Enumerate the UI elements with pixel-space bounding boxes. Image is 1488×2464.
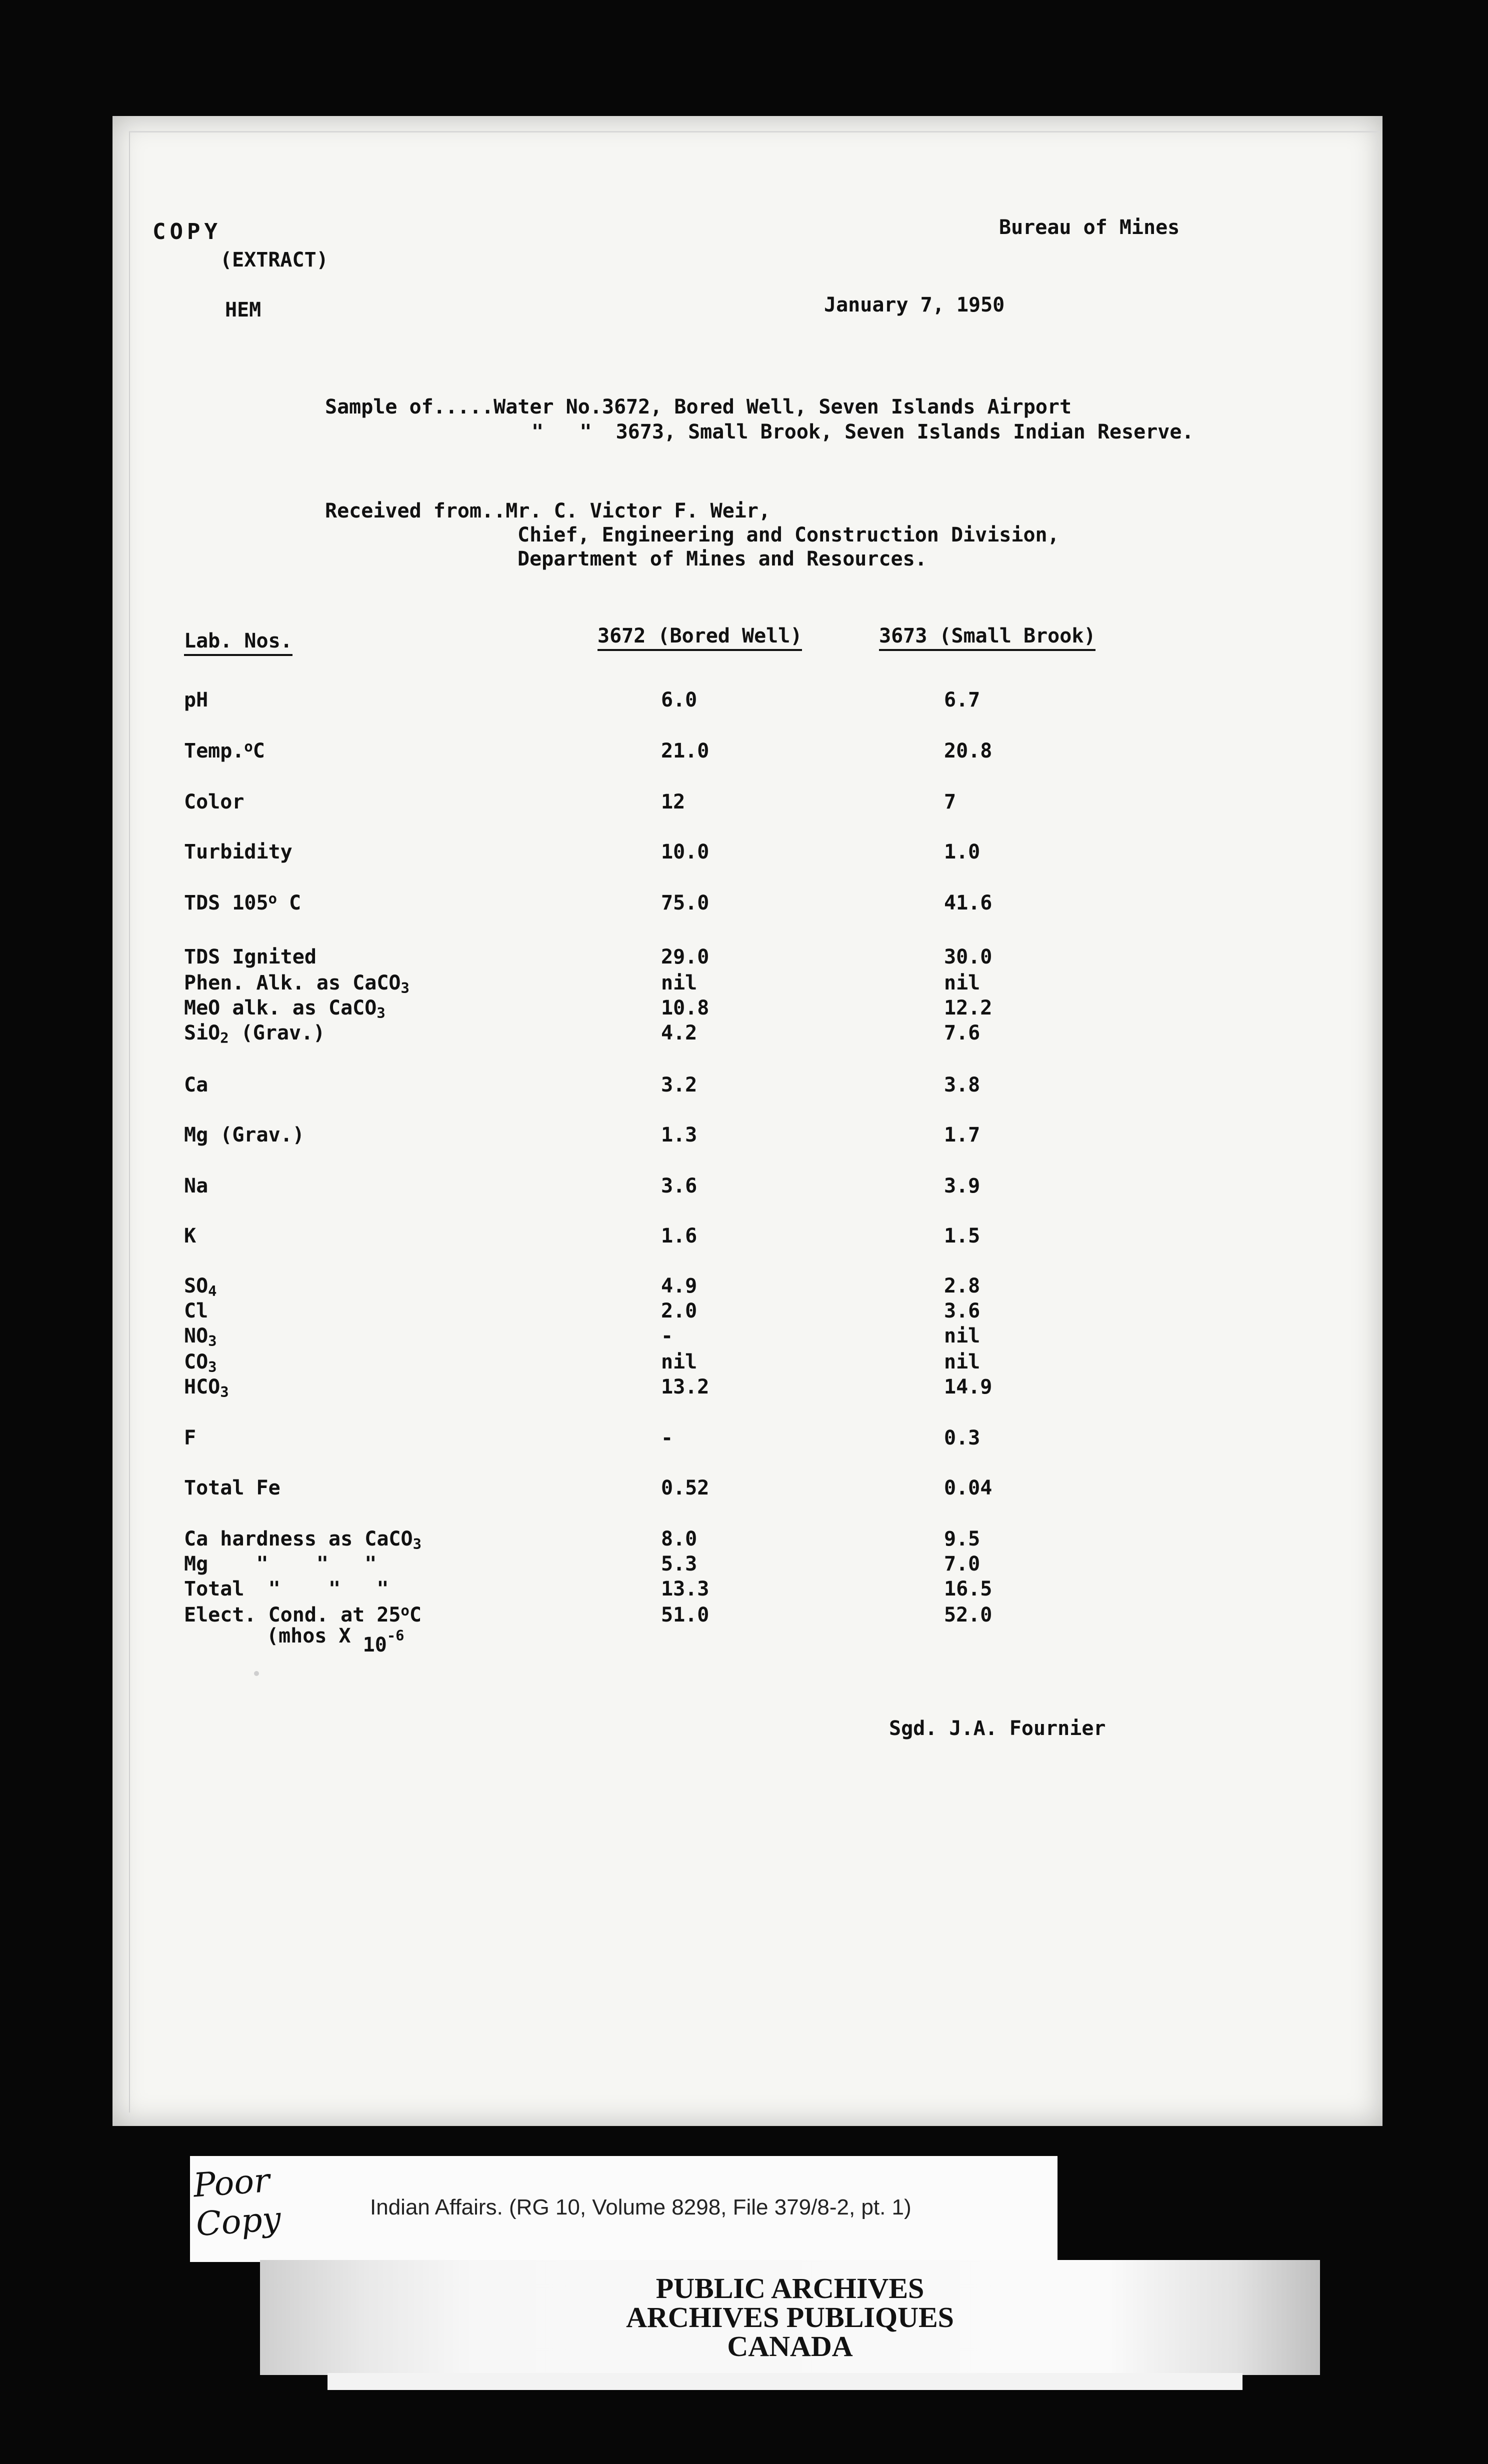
archives-line-3: CANADA [727, 2330, 853, 2362]
row-label [184, 690, 208, 710]
value-small-brook: 9.5 [944, 1528, 980, 1550]
row-label-text: TDS Ignited [184, 946, 316, 968]
row-label-suffix: C [409, 1604, 422, 1626]
row-label-text: SiO [184, 1022, 220, 1044]
sample-ditto: " " [532, 420, 592, 444]
row-label [184, 1478, 280, 1498]
row-label [184, 792, 244, 812]
initials: HEM [225, 298, 262, 322]
row-label [184, 1350, 217, 1376]
value-bored-well: 8.0 [661, 1528, 698, 1550]
row-label-text: Ca [184, 1074, 208, 1096]
sample-text-1: Water No.3672, Bored Well, Seven Islands Airport [494, 396, 1072, 418]
row-label [184, 890, 302, 914]
value-small-brook: 3.9 [944, 1174, 980, 1198]
row-label [184, 996, 386, 1022]
row-label-text: Mg (Grav.) [184, 1124, 304, 1146]
poor-copy-line-2: Copy [194, 2199, 282, 2244]
value-bored-well: 10.8 [661, 996, 710, 1020]
value-bored-well: 1.6 [661, 1224, 698, 1248]
row-label-text: SO [184, 1274, 208, 1298]
value-bored-well: 0.52 [661, 1476, 710, 1500]
row-label-text: Temp. [184, 740, 244, 762]
value-bored-well: 21.0 [661, 740, 710, 762]
received-label: Received from.. [325, 500, 506, 522]
sample-line-1 [325, 397, 1072, 417]
received-line-1 [325, 501, 770, 521]
row-label [184, 1554, 376, 1574]
row-label-superscript: o [268, 890, 277, 908]
received-line-2: Chief, Engineering and Construction Division, [518, 524, 1060, 546]
value-small-brook: 7.0 [944, 1552, 980, 1576]
row-label-suffix: C [252, 740, 265, 762]
units-base: 10 [362, 1634, 387, 1656]
value-bored-well: 2.0 [661, 1300, 698, 1322]
row-label-superscript: o [400, 1602, 410, 1620]
value-bored-well: 5.3 [661, 1552, 698, 1576]
row-label [184, 1602, 422, 1626]
document-sheet [112, 116, 1382, 2126]
row-label [184, 1274, 217, 1300]
value-small-brook: 12.2 [944, 996, 992, 1020]
value-bored-well: 51.0 [661, 1604, 710, 1626]
value-small-brook: 20.8 [944, 740, 992, 762]
units-exponent: -6 [386, 1627, 404, 1644]
poor-copy-note [192, 2156, 348, 2256]
value-bored-well: 3.2 [661, 1074, 698, 1096]
value-small-brook: 6.7 [944, 688, 980, 712]
row-label [184, 1022, 326, 1047]
received-line-3: Department of Mines and Resources. [518, 548, 927, 570]
row-label [184, 738, 265, 762]
row-label-text: Ca hardness as CaCO [184, 1528, 413, 1550]
row-label-text: F [184, 1426, 196, 1450]
value-bored-well: 6.0 [661, 688, 698, 712]
value-bored-well: - [661, 1324, 674, 1348]
value-bored-well: nil [661, 972, 698, 994]
value-small-brook: 30.0 [944, 946, 992, 968]
sample-label: Sample of..... [325, 396, 494, 418]
header-lab-nos: Lab. Nos. [184, 631, 292, 656]
row-label [184, 1428, 196, 1448]
extract-mark: (EXTRACT) [220, 248, 328, 272]
value-small-brook: 7.6 [944, 1022, 980, 1044]
sample-line-2 [532, 422, 1194, 442]
row-label-text: MeO alk. as CaCO [184, 996, 377, 1020]
value-bored-well: 1.3 [661, 1124, 698, 1146]
archives-line-1: PUBLIC ARCHIVES [656, 2272, 924, 2304]
row-label-text: Color [184, 790, 244, 814]
row-label-text: NO [184, 1324, 208, 1348]
row-label [184, 1324, 217, 1350]
units-prefix: (mhos X [266, 1624, 363, 1648]
row-label-subscript: 2 [220, 1030, 229, 1047]
value-small-brook: nil [944, 1324, 980, 1348]
value-small-brook: 3.8 [944, 1074, 980, 1096]
value-small-brook: 14.9 [944, 1376, 992, 1398]
value-small-brook: 7 [944, 790, 956, 814]
public-archives-stamp [260, 2260, 1320, 2375]
document-date: January 7, 1950 [824, 294, 1005, 316]
signature: Sgd. J.A. Fournier [889, 1717, 1106, 1740]
value-bored-well: 4.9 [661, 1274, 698, 1298]
row-label [184, 1176, 208, 1196]
row-label [184, 1376, 229, 1401]
row-label-subscript: 3 [400, 980, 410, 997]
row-label-text: K [184, 1224, 196, 1248]
row-label-subscript: 3 [208, 1358, 217, 1376]
row-label [184, 1226, 196, 1246]
value-small-brook: 16.5 [944, 1578, 992, 1600]
sample-text-2: 3673, Small Brook, Seven Islands Indian Reserve. [616, 420, 1194, 444]
row-label [184, 972, 410, 997]
value-small-brook: 1.5 [944, 1224, 980, 1248]
row-label-subscript: 3 [220, 1384, 229, 1401]
value-bored-well: 4.2 [661, 1022, 698, 1044]
row-label-text: Elect. Cond. at 25 [184, 1604, 401, 1626]
value-small-brook: 0.3 [944, 1426, 980, 1450]
row-label-text: CO [184, 1350, 208, 1374]
value-small-brook: nil [944, 972, 980, 994]
value-bored-well: 3.6 [661, 1174, 698, 1198]
conductivity-units [266, 1624, 404, 1656]
value-bored-well: 13.2 [661, 1376, 710, 1398]
value-bored-well: - [661, 1426, 674, 1450]
value-bored-well: 12 [661, 790, 686, 814]
row-label [184, 842, 292, 862]
value-small-brook: 41.6 [944, 892, 992, 914]
row-label-text: Turbidity [184, 840, 292, 864]
archive-reference: Indian Affairs. (RG 10, Volume 8298, File 379/8-2, pt. 1) [370, 2195, 912, 2220]
row-label-text: Phen. Alk. as CaCO [184, 972, 401, 994]
stamp-base-strip [328, 2373, 1242, 2390]
archives-line-2: ARCHIVES PUBLIQUES [626, 2301, 954, 2334]
row-label-suffix: (Grav.) [228, 1022, 326, 1044]
row-label [184, 1579, 388, 1599]
value-bored-well: 29.0 [661, 946, 710, 968]
row-label [184, 1301, 208, 1321]
row-label [184, 1528, 422, 1553]
row-label-text: Total Fe [184, 1476, 280, 1500]
row-label [184, 1125, 304, 1145]
row-label-subscript: 3 [376, 1004, 386, 1022]
copy-mark: COPY [152, 219, 222, 244]
header-col-bored-well: 3672 (Bored Well) [598, 626, 802, 651]
row-label-text: Total " " " [184, 1578, 389, 1600]
row-label-text: pH [184, 688, 208, 712]
row-label [184, 947, 316, 967]
received-name: Mr. C. Victor F. Weir, [506, 500, 771, 522]
value-small-brook: 1.0 [944, 840, 980, 864]
row-label-subscript: 3 [208, 1332, 217, 1350]
value-small-brook: 52.0 [944, 1604, 992, 1626]
value-bored-well: 13.3 [661, 1578, 710, 1600]
value-small-brook: 2.8 [944, 1274, 980, 1298]
row-label-subscript: 4 [208, 1282, 217, 1300]
poor-copy-line-1: Poor [192, 2161, 271, 2205]
agency-name: Bureau of Mines [999, 216, 1180, 239]
row-label-suffix: C [276, 892, 302, 914]
value-small-brook: 0.04 [944, 1476, 992, 1500]
archive-label-card [190, 2156, 1058, 2262]
row-label-text: TDS 105 [184, 892, 268, 914]
header-col-small-brook: 3673 (Small Brook) [879, 626, 1096, 651]
value-bored-well: 75.0 [661, 892, 710, 914]
value-small-brook: nil [944, 1350, 980, 1374]
value-bored-well: nil [661, 1350, 698, 1374]
row-label-text: Mg " " " [184, 1552, 377, 1576]
row-label-text: HCO [184, 1376, 220, 1398]
value-bored-well: 10.0 [661, 840, 710, 864]
row-label-text: Na [184, 1174, 208, 1198]
speck-mark [254, 1671, 259, 1676]
value-small-brook: 3.6 [944, 1300, 980, 1322]
value-small-brook: 1.7 [944, 1124, 980, 1146]
row-label-superscript: o [244, 738, 253, 756]
row-label-text: Cl [184, 1300, 208, 1322]
row-label-subscript: 3 [412, 1536, 422, 1553]
row-label [184, 1075, 208, 1095]
